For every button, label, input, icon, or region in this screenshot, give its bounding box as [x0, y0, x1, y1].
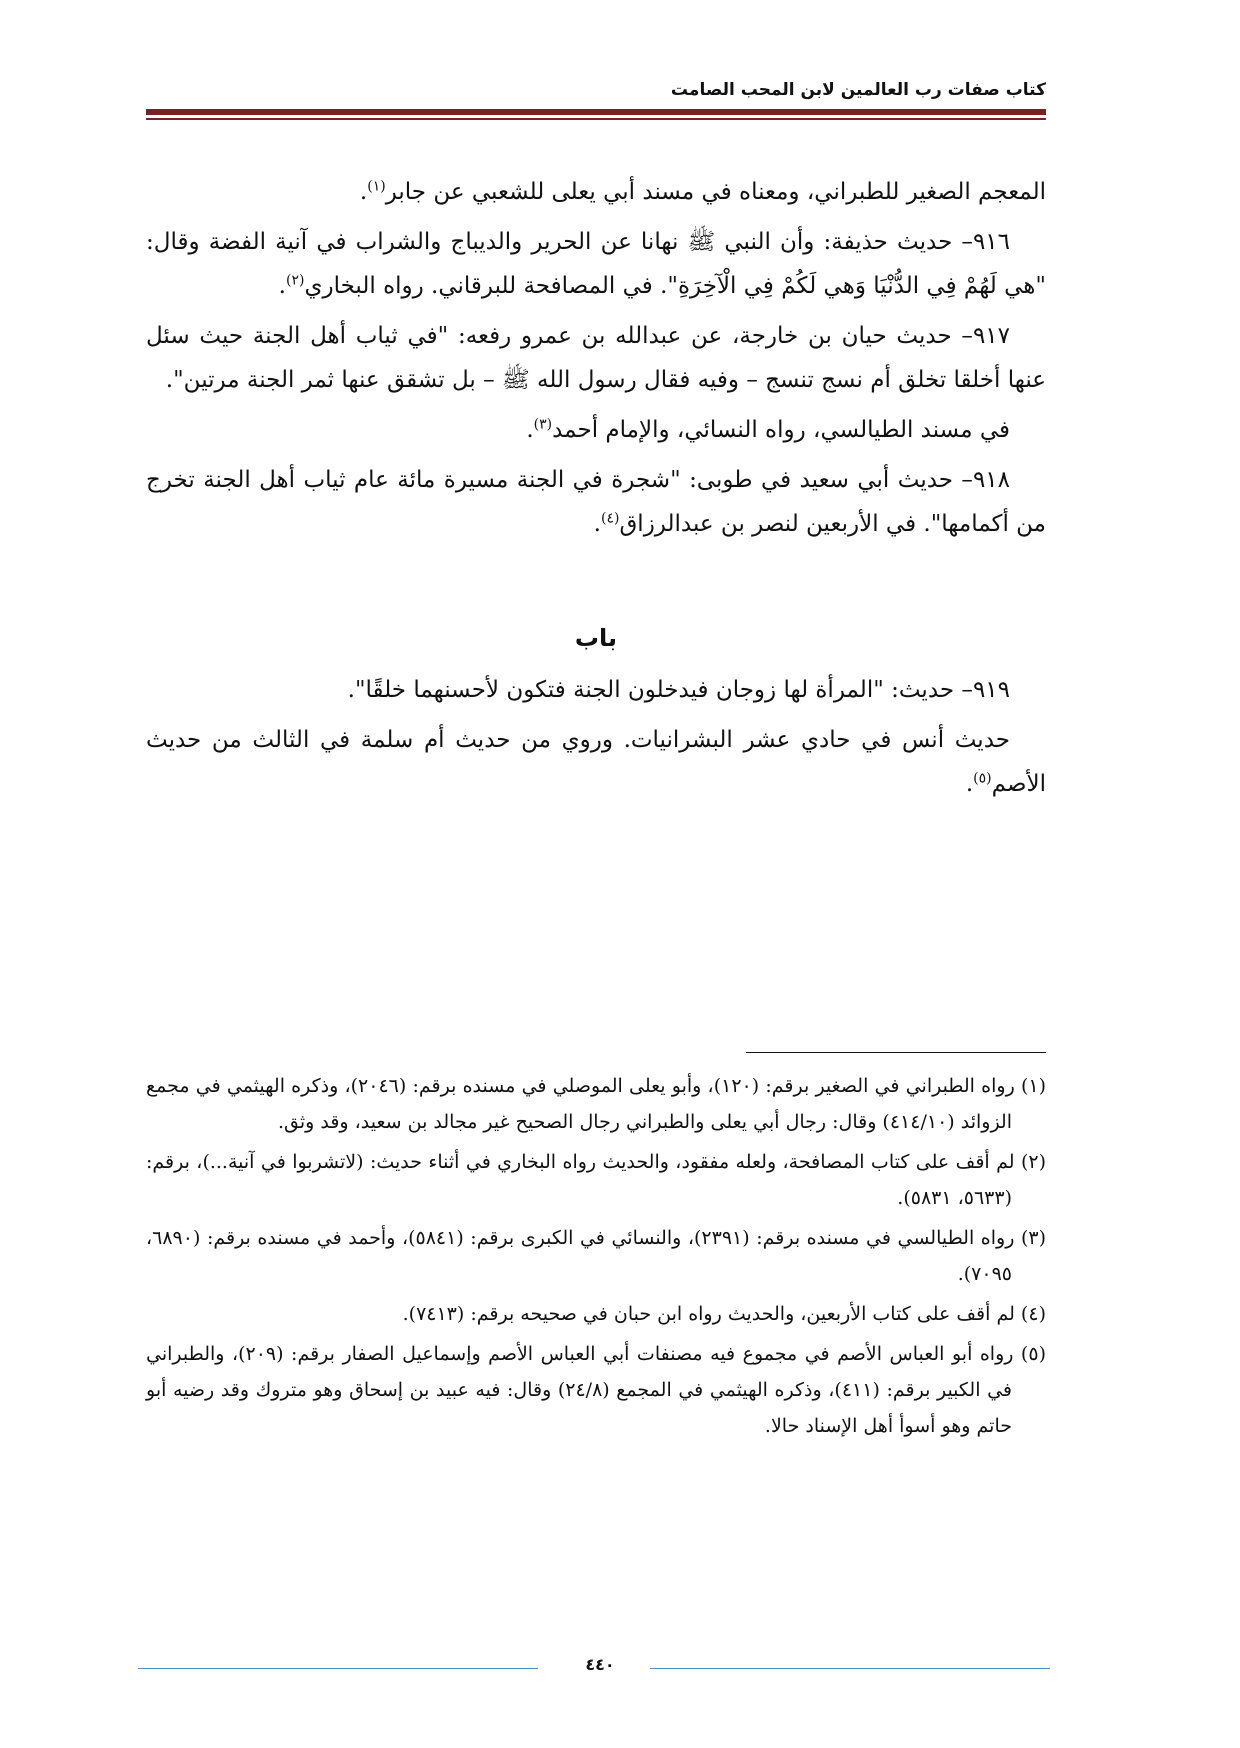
paragraph-text: المعجم الصغير للطبراني، ومعناه في مسند أبي يعلى للشعبي عن جابر	[385, 179, 1046, 205]
footnote-1: (١) رواه الطبراني في الصغير برقم: (١٢٠)، وأبو يعلى الموصلي في مسنده برقم: (٢٠٤٦)، وذكره الهيثمي في مجمع الزوائد (٤١٤/١٠) وقال: رجال أبي يعلى والطبراني رجال الصحيح غير مجالد بن سعيد، وقد وثق.	[146, 1075, 1047, 1133]
section-heading: باب	[574, 624, 618, 652]
paragraph-end: .	[359, 179, 368, 205]
paragraph-1	[146, 170, 1046, 214]
paragraph-text: في مسند الطيالسي، رواه النسائي، والإمام أحمد	[552, 417, 1010, 443]
paragraph-text: حديث أنس في حادي عشر البشرانيات. وروي من حديث أم سلمة في الثالث من حديث الأصم	[146, 727, 1046, 797]
paragraph-hadith-916	[146, 220, 1046, 308]
running-header: كتاب صفات رب العالمين لابن المحب الصامت	[670, 80, 1046, 100]
header-rule-thick	[146, 109, 1046, 115]
footnote-ref: (٣)	[533, 416, 553, 433]
footnote-ref: (٤)	[600, 510, 620, 527]
paragraph-hadith-918	[146, 458, 1046, 546]
footnote-ref: (١)	[367, 178, 386, 195]
paragraph-anas	[146, 718, 1046, 806]
footnote-3: (٣) رواه الطيالسي في مسنده برقم: (٢٣٩١)، والنسائي في الكبرى برقم: (٥٨٤١)، وأحمد في مسنده برقم: (٦٨٩٠، ٧٠٩٥).	[146, 1227, 1047, 1285]
footnote-ref: (٥)	[973, 770, 992, 787]
paragraph-end: .	[593, 511, 601, 537]
paragraph-end: .	[965, 771, 974, 797]
paragraph-text: ٩١٦– حديث حذيفة: وأن النبي ﷺ نهانا عن الحرير والديباج والشراب في آنية الفضة وقال: "هي لَهُمْ فِي الدُّنْيَا وَهي لَكُمْ فِي الْآخِرَةِ". في المصافحة للبرقاني. رواه البخاري	[146, 229, 1046, 299]
paragraph-hadith-919	[146, 668, 1046, 712]
footnote-2: (٢) لم أقف على كتاب المصافحة، ولعله مفقود، والحديث رواه البخاري في أثناء حديث: (لاتشربوا في آنية...)، برقم: (٥٦٣٣، ٥٨٣١).	[146, 1151, 1046, 1209]
paragraph-text: ٩١٧– حديث حيان بن خارجة، عن عبدالله بن عمرو رفعه: "في ثياب أهل الجنة حيث سئل عنها أخلقا تخلق أم نسج تنسج – وفيه فقال رسول الله ﷺ – بل تشقق عنها ثمر الجنة مرتين".	[146, 323, 1046, 393]
footer-rule-left	[138, 1668, 538, 1669]
footnote-4: (٤) لم أقف على كتاب الأربعين، والحديث رواه ابن حبان في صحيحه برقم: (٧٤١٣).	[402, 1303, 1046, 1325]
paragraph-hadith-917	[146, 314, 1046, 402]
paragraph-musnad	[146, 408, 1046, 452]
main-text	[146, 170, 1046, 812]
paragraph-end: .	[278, 273, 286, 299]
footnote-ref: (٢)	[285, 272, 305, 289]
paragraph-text: ٩١٩– حديث: "المرأة لها زوجان فيدخلون الجنة فتكون لأحسنهما خلقًا".	[347, 677, 1010, 703]
paragraph-text: ٩١٨– حديث أبي سعيد في طوبى: "شجرة في الجنة مسيرة مائة عام ثياب أهل الجنة تخرج من أكمامها". في الأربعين لنصر بن عبدالرزاق	[146, 467, 1046, 537]
footnote-5: (٥) رواه أبو العباس الأصم في مجموع فيه مصنفات أبي العباس الأصم وإسماعيل الصفار برقم: (٢٠٩)، والطبراني في الكبير برقم: (٤١١)، وذكره الهيثمي في المجمع (٢٤/٨) وقال: فيه عبيد بن إسحاق وهو متروك وقد رضيه أبو حاتم وهو أسوأ أهل الإسناد حالا.	[146, 1343, 1046, 1437]
footnotes	[146, 1068, 1046, 1448]
page-number: ٤٤٠	[585, 1655, 615, 1674]
footnote-separator	[746, 1052, 1046, 1053]
paragraph-end: .	[526, 417, 534, 443]
header-rule-thin	[146, 118, 1046, 120]
footer-rule-right	[650, 1668, 1050, 1669]
